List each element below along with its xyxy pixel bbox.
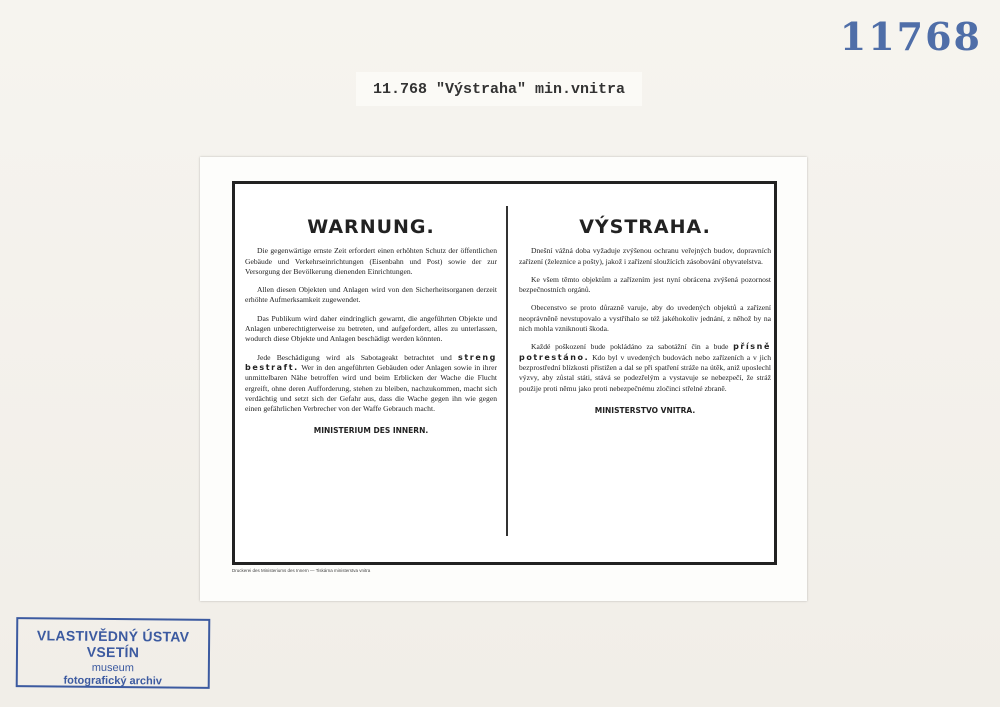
- czech-signature: MINISTERSTVO VNITRA.: [594, 405, 696, 415]
- poster-photograph: [200, 157, 807, 601]
- czech-paragraph-1: Dnešní vážná doba vyžaduje zvýšenou ochranu veřejných budov, dopravních zařízení (železnice a pošty), jakož i zařízení sloužících zásobování obyvatelstva.: [519, 246, 771, 266]
- czech-paragraph-4: [519, 342, 771, 393]
- archive-label: 11.768 "Výstraha" min.vnitra: [356, 72, 642, 106]
- czech-title: VÝSTRAHA.: [579, 216, 711, 238]
- german-column: [245, 216, 498, 542]
- german-paragraph-3: Das Publikum wird daher eindringlich gewarnt, die angeführten Objekte und Anlagen unberechtigterweise zu betreten, und aufgefordert, alles zu unterlassen, wodurch diese Objekte und Anlagen beschädigt werden könnten.: [245, 313, 497, 344]
- catalog-number: 11768: [839, 14, 982, 59]
- german-p4-end: Wer in den angeführten Gebäuden oder Anlagen sowie in ihrer unmittelbaren Nähe betroffen wird und beim Erblicken der Wache die Flucht ergreift, ohne deren Aufforderung, stehen zu bleiben, nachzukommen, macht sich verdächtig und setzt sich der Gefahr aus, dass die Wache gegen ihn wie gegen einen gefährlichen Verbrecher von der Waffe Gebrauch macht.: [245, 362, 498, 414]
- czech-p4-start: Každé poškození bude pokládáno za sabotážní čin a bude: [531, 342, 729, 352]
- german-paragraph-4: [245, 353, 497, 415]
- german-emphasis: streng bestraft.: [245, 352, 497, 372]
- stamp-museum: museum: [91, 661, 135, 675]
- german-p4-start: Jede Beschädigung wird als Sabotageakt betrachtet und: [257, 352, 452, 362]
- museum-stamp: [16, 617, 211, 689]
- czech-paragraph-2: Ke všem těmto objektům a zařízením jest nyní obrácena zvýšená pozornost bezpečnostních orgánů.: [519, 274, 771, 295]
- german-paragraph-2: Allen diesen Objekten und Anlagen wird von den Sicherheitsorganen derzeit erhöhte Aufmerksamkeit zugewendet.: [245, 285, 497, 305]
- german-signature: MINISTERIUM DES INNERN.: [313, 426, 429, 436]
- stamp-institution: VLASTIVĚDNÝ ÚSTAV VSETÍN: [36, 627, 190, 661]
- czech-column: [519, 216, 771, 542]
- czech-p4-end: Kdo byl v uvedených budovách nebo zařízeních a v jich bezprostřední blízkosti přistižen a dal se při spatření stráže na útěk, aniž uposlechl výzvy, aby zůstal státi, stává se podezřelým a vystavuje se nebezpečí, že stráž použije proti němu jako proti nebezpečnému zločinci střelné zbraně.: [519, 352, 771, 393]
- german-paragraph-1: Die gegenwärtige ernste Zeit erfordert einen erhöhten Schutz der öffentlichen Gebäude und Verkehrseinrichtungen (Eisenbahn und Post) sowie der zur Versorgung der Bevölkerung dienenden Einrichtungen.: [245, 246, 497, 276]
- czech-paragraph-3: Obecenstvo se proto důrazně varuje, aby do uvedených objektů a zařízení neoprávněně nevstupovalo a vystříhalo se též jakéhokoliv jednání, z něhož by na nich mohla vzniknouti škoda.: [519, 303, 771, 334]
- column-divider: [506, 206, 508, 536]
- german-title: WARNUNG.: [307, 216, 435, 238]
- stamp-archive: fotografický archiv: [63, 674, 163, 688]
- printer-note: Druckerei des Ministeriums des Innern — Tiskárna ministerstva vnitra: [232, 568, 371, 573]
- warning-poster: [232, 181, 777, 565]
- czech-emphasis: přísně potrestáno.: [519, 342, 771, 362]
